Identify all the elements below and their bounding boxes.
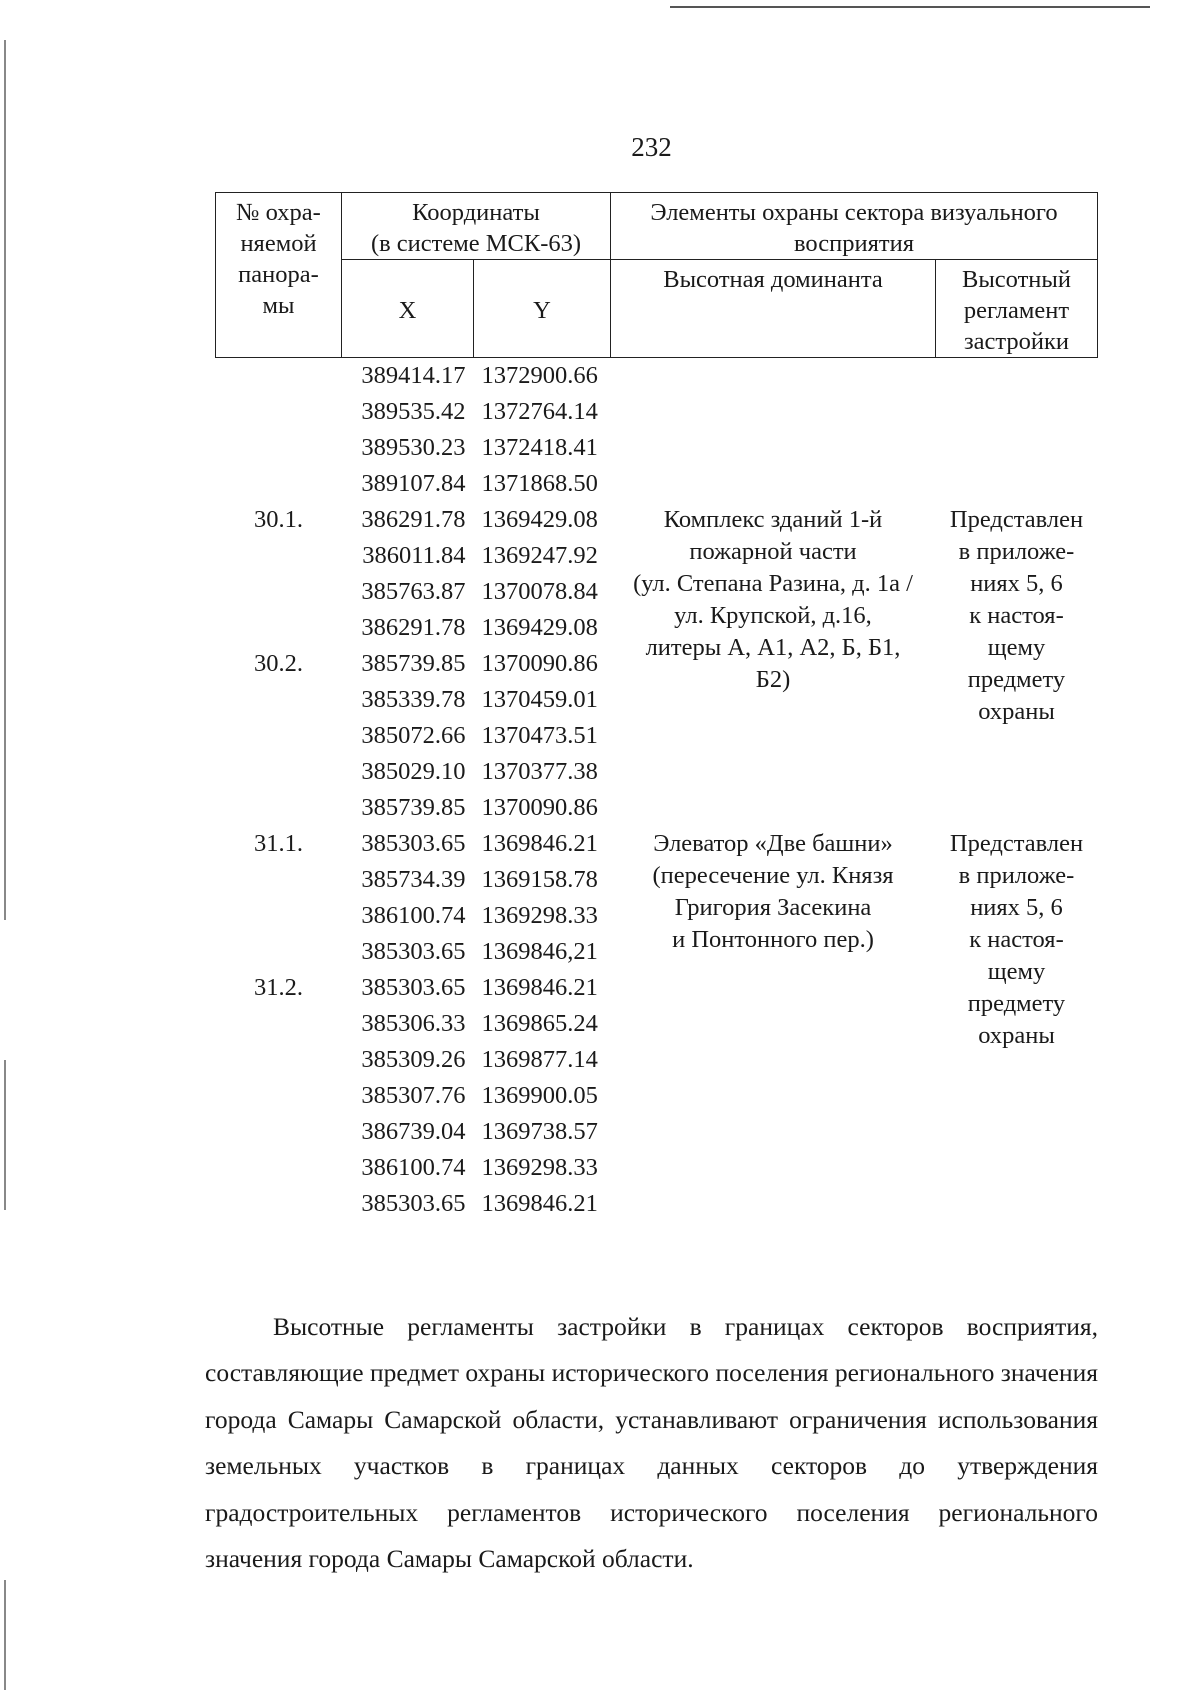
coordinate-x-cell: 385072.66 (361, 722, 466, 749)
panorama-number-cell (216, 1006, 342, 1042)
text-line: Представлен (949, 830, 1084, 857)
text-line: в приложе- (958, 538, 1075, 565)
panorama-number-cell (216, 1150, 342, 1186)
coordinate-y-cell: 1369877.14 (481, 1046, 598, 1073)
coordinate-y-cell: 1370473.51 (481, 722, 598, 749)
header-height-dominant: Высотная доминанта (611, 260, 936, 358)
coordinate-y-cell: 1372900.66 (481, 362, 598, 389)
coordinate-x-cell: 385307.76 (361, 1082, 466, 1109)
panorama-number-cell (216, 430, 342, 466)
coordinate-x-cell: 386100.74 (361, 1154, 466, 1181)
coordinate-x-cell: 386100.74 (361, 902, 466, 929)
text-line: и Понтонного пер.) (672, 926, 874, 953)
text-line: к настоя- (969, 602, 1064, 629)
text-line: (пересечение ул. Князя (652, 862, 894, 889)
text-line: в приложе- (958, 862, 1075, 889)
scan-line-top (670, 6, 1150, 8)
text-line: ниях 5, 6 (970, 570, 1063, 597)
coordinate-x-cell: 385303.65 (361, 1190, 466, 1217)
panorama-number-cell (216, 466, 342, 502)
scan-edge-mark (4, 1060, 6, 1210)
text-line: Комплекс зданий 1-й (663, 506, 883, 533)
panorama-number-cell: 30.1. (254, 506, 303, 533)
text-line: щему (987, 634, 1046, 661)
text-line: Григория Засекина (674, 894, 872, 921)
coordinate-y-cell: 1370377.38 (481, 758, 598, 785)
coordinate-y-cell: 1369846.21 (481, 974, 598, 1001)
text-line: щему (987, 958, 1046, 985)
table-row (216, 358, 1098, 395)
text-line: (ул. Степана Разина, д. 1а / (633, 570, 913, 597)
coordinate-x-cell: 385734.39 (361, 866, 466, 893)
text-line: Представлен (949, 506, 1084, 533)
text-line: охраны (978, 698, 1055, 725)
height-regulation-cell (936, 826, 1098, 1222)
scan-edge-mark (4, 40, 6, 920)
coordinate-y-cell: 1369865.24 (481, 1010, 598, 1037)
coordinate-x-cell: 385339.78 (361, 686, 466, 713)
table-body (216, 358, 1098, 1223)
text-line: литеры А, А1, А2, Б, Б1, (645, 634, 901, 661)
coordinate-x-cell: 386739.04 (361, 1118, 466, 1145)
text-line: предмету (967, 666, 1066, 693)
page-number: 232 (631, 132, 672, 162)
coordinate-y-cell: 1370090.86 (481, 650, 598, 677)
coordinate-x-cell: 389107.84 (361, 470, 466, 497)
coordinate-x-cell: 385303.65 (361, 830, 466, 857)
header-panorama-number: № охра- няемой панора- мы (216, 193, 342, 358)
coordinate-y-cell: 1369429.08 (481, 506, 598, 533)
coordinate-y-cell: 1369900.05 (481, 1082, 598, 1109)
coordinate-y-cell: 1370078.84 (481, 578, 598, 605)
panorama-number-cell (216, 1042, 342, 1078)
coordinate-x-cell: 385303.65 (361, 974, 466, 1001)
coordinate-y-cell: 1369846,21 (481, 938, 598, 965)
height-dominant-cell (611, 826, 936, 1222)
coordinate-y-cell: 1371868.50 (481, 470, 598, 497)
panorama-number-cell (216, 1078, 342, 1114)
coordinate-x-cell: 386011.84 (362, 542, 466, 569)
coordinate-y-cell: 1369298.33 (481, 902, 598, 929)
coordinate-y-cell: 1372764.14 (481, 398, 598, 425)
table-row (216, 502, 1098, 538)
coordinate-x-cell: 389535.42 (361, 398, 466, 425)
panorama-number-cell (216, 754, 342, 790)
coordinate-x-cell: 385739.85 (361, 650, 466, 677)
header-x: X (342, 260, 474, 358)
coordinate-y-cell: 1372418.41 (481, 434, 598, 461)
panorama-number-cell (216, 1186, 342, 1222)
panorama-number-cell (216, 718, 342, 754)
text-line: охраны (978, 1022, 1055, 1049)
header-y: Y (474, 260, 611, 358)
panorama-number-cell (216, 898, 342, 934)
coordinate-y-cell: 1369738.57 (481, 1118, 598, 1145)
panorama-number-cell: 31.2. (254, 974, 303, 1001)
empty-elements-cell (611, 358, 1098, 503)
coordinate-x-cell: 386291.78 (361, 506, 466, 533)
panorama-number-cell (216, 610, 342, 646)
text-line: пожарной части (689, 538, 857, 565)
coordinate-x-cell: 385306.33 (361, 1010, 466, 1037)
coordinate-x-cell: 389530.23 (361, 434, 466, 461)
coordinate-y-cell: 1369298.33 (481, 1154, 598, 1181)
header-protection-elements: Элементы охраны сектора визуального восприятия (611, 193, 1098, 260)
coordinate-y-cell: 1369846.21 (481, 830, 598, 857)
height-regulation-cell (936, 502, 1098, 826)
scan-edge-mark (4, 1580, 6, 1690)
coordinates-table (215, 192, 1098, 1222)
coordinate-x-cell: 389414.17 (361, 362, 466, 389)
coordinate-x-cell: 385303.65 (361, 938, 466, 965)
coordinate-y-cell: 1369247.92 (481, 542, 598, 569)
coordinate-y-cell: 1370090.86 (481, 794, 598, 821)
panorama-number-cell (216, 934, 342, 970)
panorama-number-cell (216, 682, 342, 718)
text-line: к настоя- (969, 926, 1064, 953)
text-line: ниях 5, 6 (970, 894, 1063, 921)
panorama-number-cell: 30.2. (254, 650, 303, 677)
coordinate-y-cell: 1369846.21 (481, 1190, 598, 1217)
coordinate-x-cell: 385763.87 (361, 578, 466, 605)
panorama-number-cell (216, 538, 342, 574)
height-dominant-cell (611, 502, 936, 826)
text-line: предмету (967, 990, 1066, 1017)
panorama-number-cell (216, 790, 342, 826)
coordinate-x-cell: 385309.26 (361, 1046, 466, 1073)
text-line: Элеватор «Две башни» (653, 830, 893, 857)
header-coordinates: Координаты (в системе МСК-63) (342, 193, 611, 260)
panorama-number-cell (216, 1114, 342, 1150)
coordinate-x-cell: 386291.78 (361, 614, 466, 641)
coordinate-y-cell: 1370459.01 (481, 686, 598, 713)
panorama-number-cell (216, 862, 342, 898)
panorama-number-cell (216, 574, 342, 610)
body-paragraph: Высотные регламенты застройки в границах секторов восприятия, составляющие предмет охраны исторического поселения регионального значения города Самары Самарской области, устанавливают ограничения использования земельных участков в границах данных секторов до утверждения градостроительных регламентов исторического поселения регионального значения города Самары Самарской области. (205, 1311, 1098, 1573)
panorama-number-cell (216, 394, 342, 430)
text-line: ул. Крупской, д.16, (674, 602, 872, 629)
coordinate-x-cell: 385739.85 (361, 794, 466, 821)
panorama-number-cell (216, 358, 342, 395)
panorama-number-cell: 31.1. (254, 830, 303, 857)
table-row (216, 826, 1098, 862)
text-line: Б2) (755, 666, 791, 693)
coordinate-y-cell: 1369158.78 (481, 866, 598, 893)
coordinate-x-cell: 385029.10 (361, 758, 466, 785)
header-height-regulation: Высотный регламент застройки (936, 260, 1098, 358)
coordinate-y-cell: 1369429.08 (481, 614, 598, 641)
